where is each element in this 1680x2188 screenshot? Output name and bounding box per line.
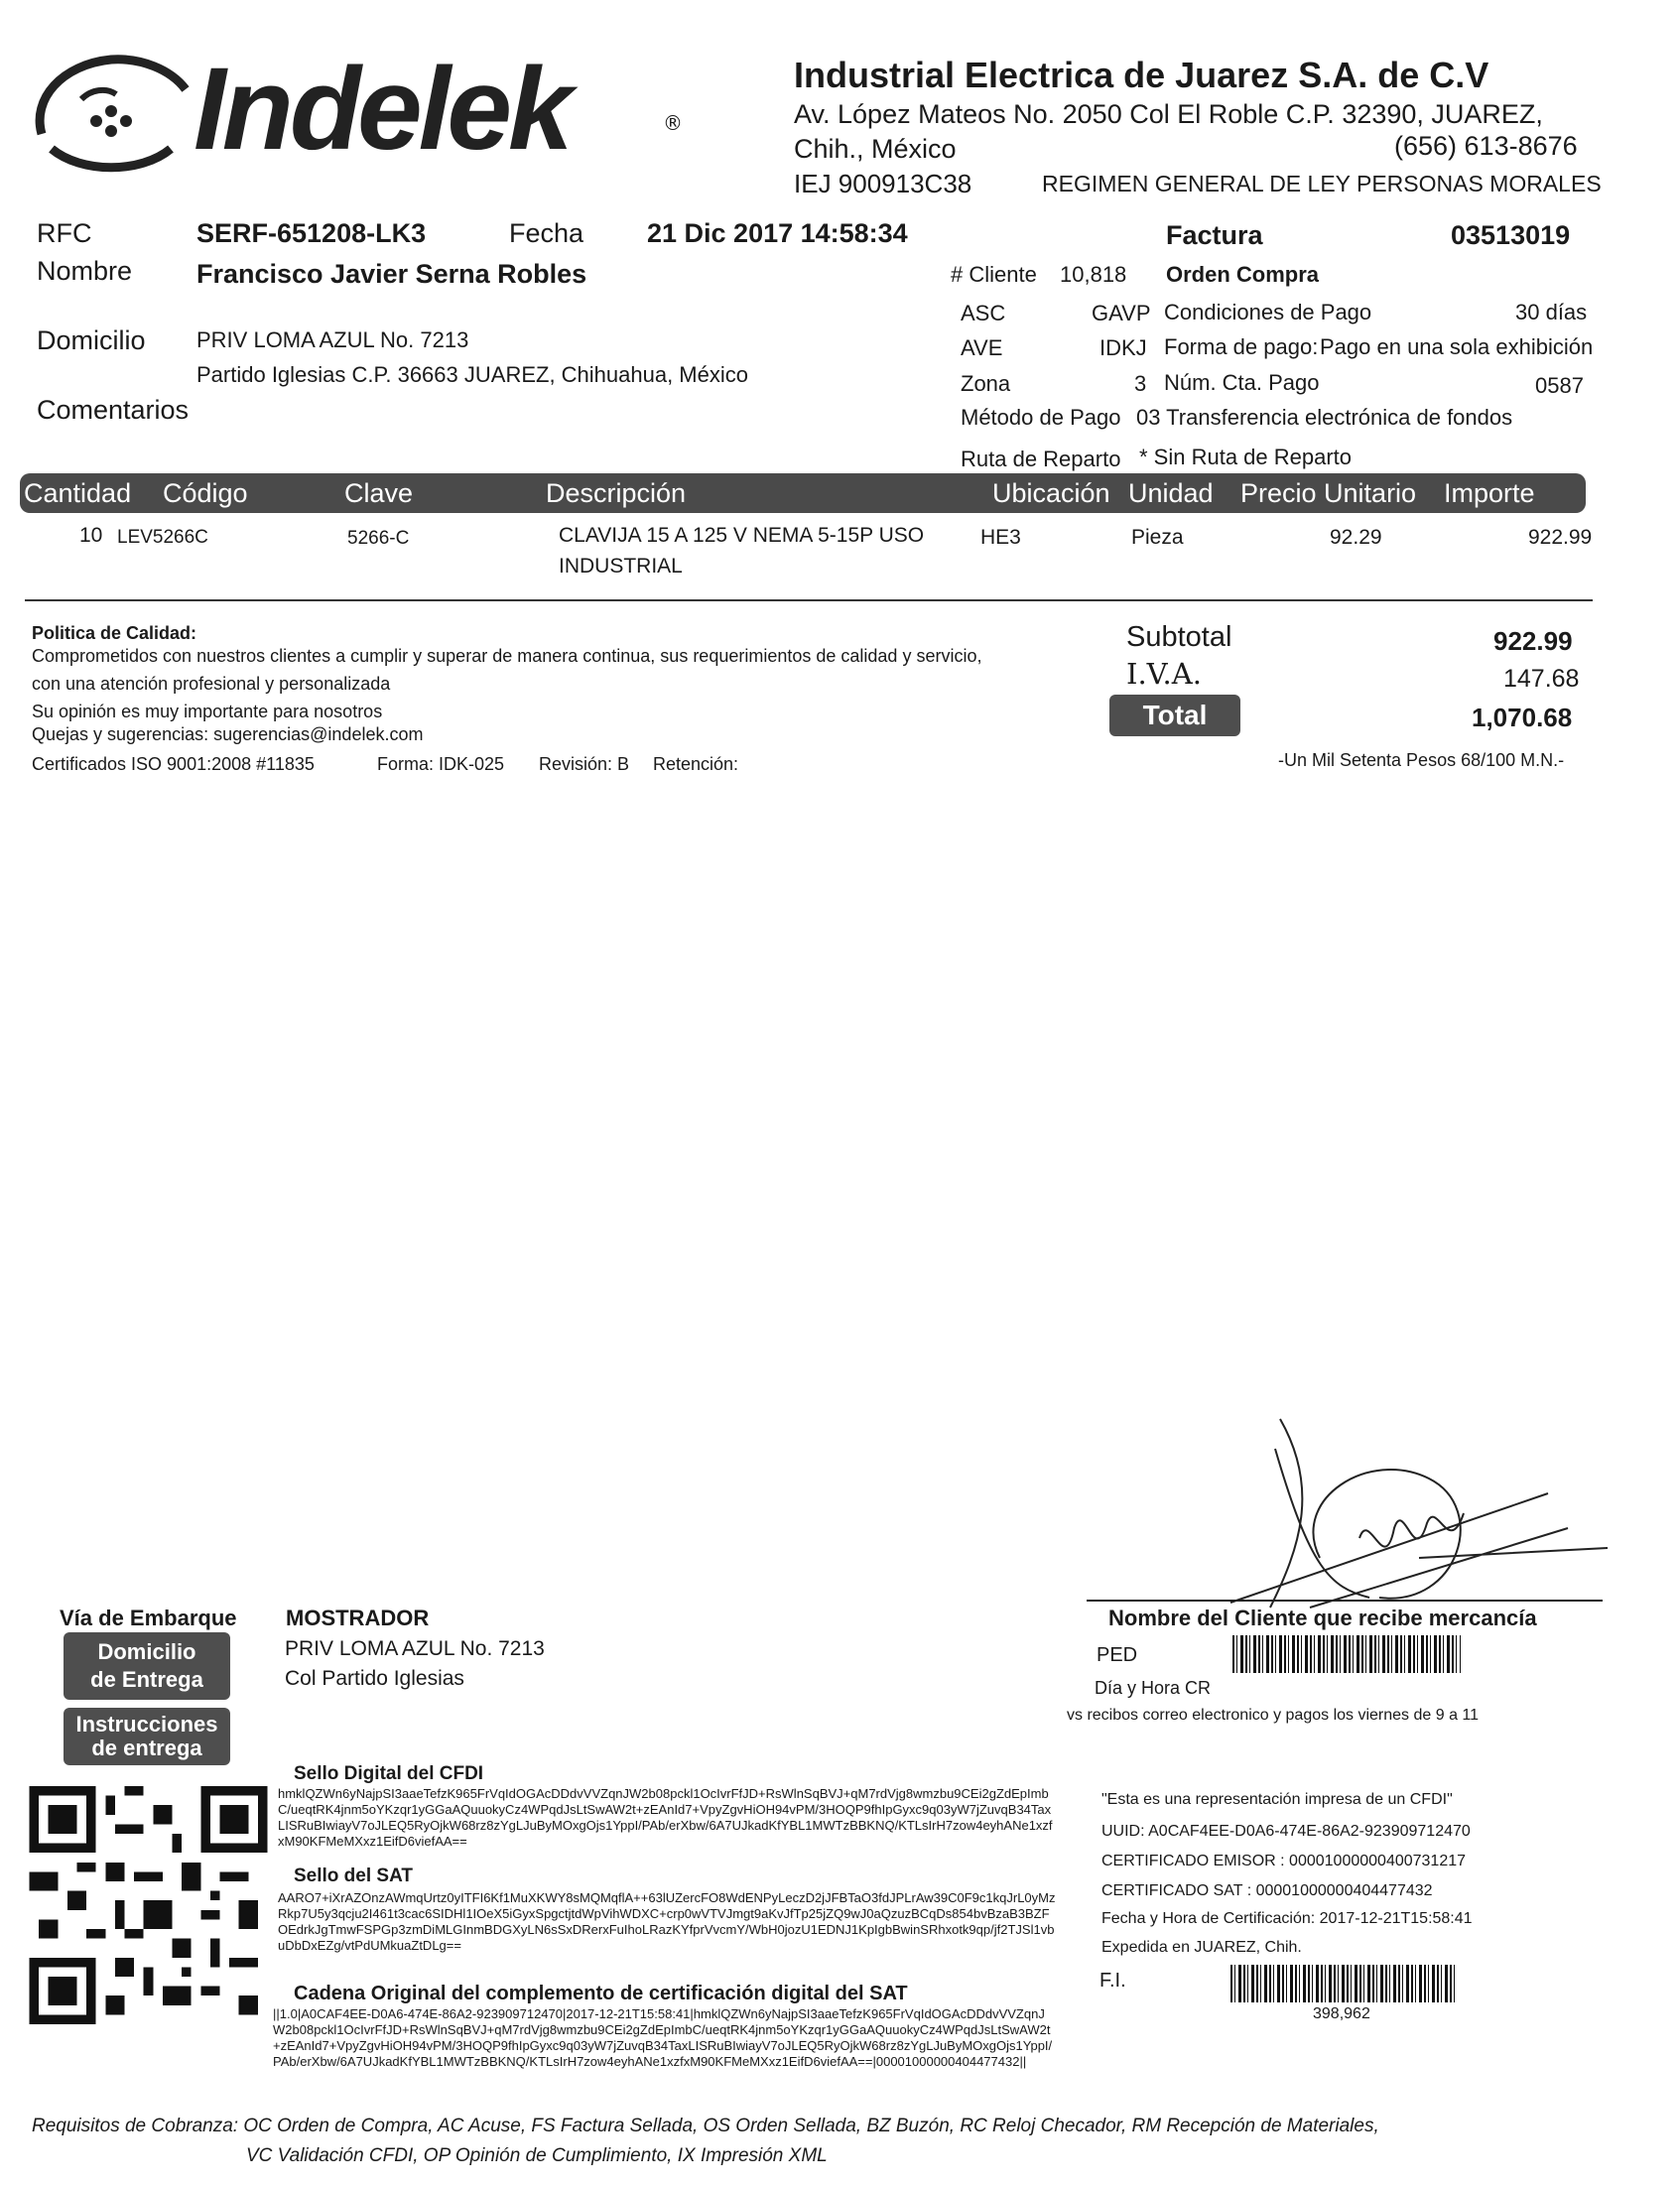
domicilio-label: Domicilio — [37, 325, 146, 355]
sello-sat-text: AARO7+iXrAZOnzAWmqUrtz0yITFI6Kf1MuXKWY8sMQMqflA++63lUZercFO8WdENPyLeczD2jJFBTaO3fdJPLrAw39C0F9c1kqJrL0yMzRkp7U5y3qcju2I461t3cac6SIDHl1IOeX5iGyxSpgctjtdWpVihWDXC+crp0wVTVJmgt9aKvJfTp25jZQ9wJ0aQzuzBCqDs854bvBzaB3BZFOEdrkJgTmwFSPGp3zmDiMLGInmBDGXyLN6sSxDRerxFuIhoLRazKYfprVvcmY/WbH0jozU1EDNJ1KpIgbBwinSRhxotk9qp/jf2TJSl1vbuDbDxEZg/vtPdUMkuaZtDLg== — [278, 1890, 1056, 1953]
policy-line-2: con una atención profesional y personalizada — [32, 674, 391, 694]
table-header — [20, 473, 1586, 513]
forma-pago-value: Pago en una sola exhibición — [1320, 334, 1594, 359]
policy-line-3: Su opinión es muy importante para nosotros — [32, 702, 383, 721]
ave-value: IDKJ — [1099, 335, 1147, 360]
condiciones-value: 30 días — [1515, 300, 1588, 324]
total-value: 1,070.68 — [1472, 703, 1573, 732]
iva-label: I.V.A. — [1126, 657, 1202, 691]
nombre-value: Francisco Javier Serna Robles — [196, 259, 587, 289]
col-importe: Importe — [1444, 478, 1535, 508]
instrucciones-line-2: de entrega — [91, 1736, 202, 1760]
cfdi-representacion: "Esta es una representación impresa de un CFDI" — [1101, 1791, 1453, 1808]
col-precio: Precio Unitario — [1240, 478, 1417, 508]
registered-mark: ® — [663, 111, 683, 135]
row-unidad: Pieza — [1131, 526, 1184, 549]
rfc-label: RFC — [37, 218, 92, 248]
row-cantidad: 10 — [79, 524, 103, 547]
col-unidad: Unidad — [1128, 478, 1214, 508]
cfdi-fecha-cert: Fecha y Hora de Certificación: 2017-12-21T15:58:41 — [1101, 1910, 1473, 1927]
cta-label: Núm. Cta. Pago — [1164, 370, 1320, 395]
via-label: Vía de Embarque — [60, 1606, 237, 1630]
row-importe: 922.99 — [1528, 526, 1593, 549]
col-codigo: Código — [163, 478, 248, 508]
col-clave: Clave — [344, 478, 414, 508]
company-rfc: IEJ 900913C38 — [794, 169, 972, 198]
sello-sat-title: Sello del SAT — [294, 1866, 414, 1886]
col-descripcion: Descripción — [546, 478, 687, 508]
cliente-label: # Cliente — [951, 262, 1037, 287]
domicilio-entrega-line-2: de Entrega — [90, 1667, 203, 1692]
factura-number: 03513019 — [1451, 220, 1571, 250]
comentarios-label: Comentarios — [37, 395, 190, 425]
ruta-label: Ruta de Reparto — [961, 447, 1121, 471]
total-in-words: -Un Mil Setenta Pesos 68/100 M.N.- — [1278, 750, 1565, 770]
policy-line-1: Comprometidos con nuestros clientes a cumplir y superar de manera continua, sus requerimientos de calidad y servicio, — [32, 646, 982, 666]
asc-value: GAVP — [1092, 301, 1151, 325]
cliente-value: 10,818 — [1060, 262, 1127, 287]
company-phone: (656) 613-8676 — [1394, 131, 1578, 161]
nombre-label: Nombre — [37, 256, 133, 286]
signature-mark — [1171, 1409, 1617, 1637]
footer-line-2: VC Validación CFDI, OP Opinión de Cumplimiento, IX Impresión XML — [246, 2145, 828, 2166]
policy-retencion: Retención: — [653, 754, 739, 774]
metodo-value: 03 Transferencia electrónica de fondos — [1136, 405, 1513, 430]
instrucciones-label — [64, 1708, 230, 1765]
dia-hora-label: Día y Hora CR — [1095, 1678, 1212, 1698]
instrucciones-line-1: Instrucciones — [75, 1712, 218, 1737]
fi-barcode-icon — [1230, 1965, 1457, 2002]
cadena-title: Cadena Original del complemento de certificación digital del SAT — [294, 1983, 908, 2004]
cfdi-expedida: Expedida en JUAREZ, Chih. — [1101, 1939, 1302, 1956]
policy-contact: Quejas y sugerencias: sugerencias@indelek.com — [32, 724, 424, 744]
row-clave: 5266-C — [347, 528, 410, 549]
orden-compra-label: Orden Compra — [1166, 262, 1320, 287]
iva-value: 147.68 — [1503, 665, 1580, 693]
row-descripcion-1: CLAVIJA 15 A 125 V NEMA 5-15P USO — [559, 524, 925, 547]
factura-label: Factura — [1166, 220, 1263, 250]
sello-cfdi-title: Sello Digital del CFDI — [294, 1763, 484, 1784]
cta-value: 0587 — [1535, 373, 1584, 398]
cfdi-cert-emisor: CERTIFICADO EMISOR : 00001000000400731217 — [1101, 1853, 1467, 1869]
policy-forma: Forma: IDK-025 — [377, 754, 505, 774]
receiver-line — [1087, 1600, 1603, 1602]
policy-revision: Revisión: B — [539, 754, 630, 774]
cfdi-cert-sat: CERTIFICADO SAT : 00001000000404477432 — [1101, 1882, 1433, 1899]
ped-label: PED — [1097, 1644, 1138, 1666]
entrega-address-2: Col Partido Iglesias — [285, 1667, 464, 1690]
total-label: Total — [1109, 695, 1240, 736]
logo-swirl-icon — [22, 40, 205, 189]
row-ubicacion: HE3 — [980, 526, 1021, 549]
row-codigo: LEV5266C — [117, 527, 208, 548]
domicilio-entrega-line-1: Domicilio — [97, 1639, 196, 1664]
table-divider — [25, 599, 1593, 601]
via-value: MOSTRADOR — [286, 1606, 430, 1630]
qr-code-icon — [28, 1786, 269, 2024]
metodo-label: Método de Pago — [961, 405, 1121, 430]
condiciones-label: Condiciones de Pago — [1164, 300, 1372, 324]
ave-label: AVE — [961, 335, 1003, 360]
company-address-1: Av. López Mateos No. 2050 Col El Roble C.P. 32390, JUAREZ, — [794, 99, 1543, 129]
receiver-note: vs recibos correo electronico y pagos los viernes de 9 a 11 — [1067, 1707, 1480, 1724]
ruta-value: * Sin Ruta de Reparto — [1139, 445, 1353, 469]
col-ubicacion: Ubicación — [992, 478, 1110, 508]
company-name: Industrial Electrica de Juarez S.A. de C.V — [794, 55, 1489, 95]
company-regime: REGIMEN GENERAL DE LEY PERSONAS MORALES — [1042, 171, 1602, 196]
entrega-address-1: PRIV LOMA AZUL No. 7213 — [285, 1637, 545, 1660]
policy-cert: Certificados ISO 9001:2008 #11835 — [32, 754, 315, 774]
company-address-2: Chih., México — [794, 134, 957, 164]
sello-cfdi-text: hmklQZWn6yNajpSI3aaeTefzK965FrVqIdOGAcDDdvVVZqnJW2b08pckl1OcIvrFfJD+RsWlnSqBVJ+qM7rdVjg8wmzbu9CEi2gZdEpImbC/ueqtRK4jnm5oYKzqr1yGGaAQuuokyCz4WPqdJsLtSwAW2t+zEAnId7+VpyZgvHiOH94vPM/3HOQP9fhIpGyxc9q03yW7jZuvqB34TaxLISRuBIwiayV7oJLEQ5RyOjkW68rz8zYgLJuByMOxgOjs1YppI/PAb/erXbw/6A7UJkadKfYBL1MWTzBBKNQ/KTLsIrH7zow4eyhANe1xzfxM90KFMeMXxz1EifD6viefAA== — [278, 1786, 1053, 1849]
fecha-value: 21 Dic 2017 14:58:34 — [647, 218, 908, 248]
subtotal-label: Subtotal — [1126, 621, 1232, 653]
subtotal-value: 922.99 — [1493, 626, 1573, 656]
fi-value: 398,962 — [1313, 2005, 1370, 2022]
ped-barcode-icon — [1232, 1635, 1461, 1673]
company-logo: Indelek — [194, 44, 570, 175]
zona-label: Zona — [961, 371, 1011, 396]
receiver-title: Nombre del Cliente que recibe mercancía — [1108, 1606, 1537, 1630]
footer-line-1: Requisitos de Cobranza: OC Orden de Compra, AC Acuse, FS Factura Sellada, OS Orden Sellada, BZ Buzón, RC Reloj Checador, RM Recepción de Materiales, — [32, 2116, 1379, 2136]
cadena-text: ||1.0|A0CAF4EE-D0A6-474E-86A2-923909712470|2017-12-21T15:58:41|hmklQZWn6yNajpSI3aaeTefzK965FrVqIdOGAcDDdvVVZqnJW2b08pckl1OcIvrFfJD+RsWlnSqBVJ+qM7rdVjg8wmzbu9CEi2gZdEpImbC/ueqtRK4jnm5oYKzqr1yGGaAQuuokyCz4WPqdJsLtSwAW2t+zEAnId7+VpyZgvHiOH94vPM/3HOQP9fhIpGyxc9q03yW7jZuvqB34TaxLISRuBIwiayV7oJLEQ5RyOjkW68rz8zYgLJuByMOxgOjs1YppI/PAb/erXbw/6A7UJkadKfYBL1MWTzBBKNQ/KTLsIrH7zow4eyhANe1xzfxM90KFMeMXxz1EifD6viefAA==|00001000000404477432|| — [273, 2006, 1053, 2069]
row-descripcion-2: INDUSTRIAL — [559, 555, 683, 578]
fi-label: F.I. — [1099, 1970, 1126, 1992]
forma-pago-label: Forma de pago: — [1164, 334, 1319, 359]
domicilio-line-1: PRIV LOMA AZUL No. 7213 — [196, 327, 469, 352]
row-precio: 92.29 — [1330, 526, 1382, 549]
fecha-label: Fecha — [509, 218, 584, 248]
asc-label: ASC — [961, 301, 1006, 325]
policy-title: Politica de Calidad: — [32, 623, 197, 643]
zona-value: 3 — [1134, 371, 1147, 396]
rfc-value: SERF-651208-LK3 — [196, 218, 427, 248]
col-cantidad: Cantidad — [24, 478, 132, 508]
domicilio-line-2: Partido Iglesias C.P. 36663 JUAREZ, Chihuahua, México — [196, 362, 748, 387]
cfdi-uuid: UUID: A0CAF4EE-D0A6-474E-86A2-923909712470 — [1101, 1823, 1471, 1840]
domicilio-entrega-label — [64, 1632, 230, 1700]
